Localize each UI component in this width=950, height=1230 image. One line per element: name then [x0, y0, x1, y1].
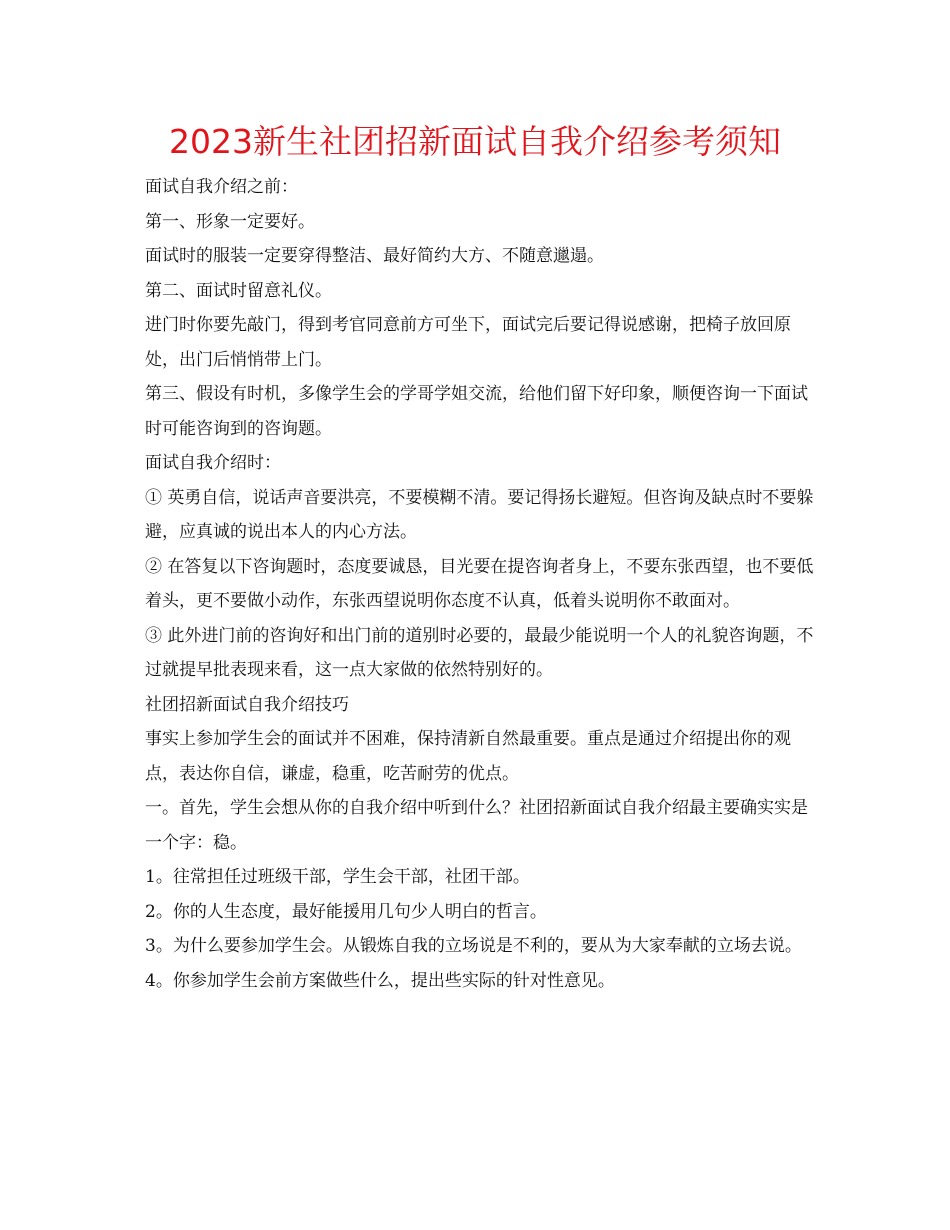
paragraph: ③ 此外进门前的咨询好和出门前的道别时必要的，最最少能说明一个人的礼貌咨询题，不过就提早批表现来看，这一点大家做的依然特别好的。	[145, 625, 814, 680]
paragraph: 进门时你要先敲门，得到考官同意前方可坐下，面试完后要记得说感谢，把椅子放回原处，出门后悄悄带上门。	[145, 315, 791, 370]
paragraph: 面试自我介绍之前：	[145, 177, 298, 197]
paragraph: 一。首先，学生会想从你的自我介绍中听到什么？社团招新面试自我介绍最主要确实实是一个字：稳。	[145, 798, 808, 853]
section-heading: 社团招新面试自我介绍技巧	[145, 694, 349, 715]
list-item: 3。为什么要参加学生会。从锻炼自我的立场说是不利的，要从为大家奉献的立场去说。	[145, 936, 802, 956]
list-item: 1。往常担任过班级干部，学生会干部，社团干部。	[145, 867, 530, 887]
paragraph: ① 英勇自信，说话声音要洪亮，不要模糊不清。要记得扬长避短。但咨询及缺点时不要躲避，应真诚的说出本人的内心方法。	[145, 487, 814, 542]
paragraph: 第一、形象一定要好。	[145, 211, 315, 232]
document-title: 2023新生社团招新面试自我介绍参考须知	[169, 122, 781, 161]
paragraph: ② 在答复以下咨询题时，态度要诚恳，目光要在提咨询者身上，不要东张西望，也不要低着头，更不要做小动作，东张西望说明你态度不认真，低着头说明你不敢面对。	[145, 556, 814, 611]
paragraph: 第三、假设有时机，多像学生会的学哥学姐交流，给他们留下好印象，顺便咨询一下面试时可能咨询到的咨询题。	[145, 384, 808, 439]
paragraph: 第二、面试时留意礼仪。	[145, 280, 332, 301]
list-item: 2。你的人生态度，最好能援用几句少人明白的哲言。	[145, 901, 547, 922]
paragraph: 事实上参加学生会的面试并不困难，保持清新自然最重要。重点是通过介绍提出你的观点，表达你自信，谦虚，稳重，吃苦耐劳的优点。	[145, 729, 791, 784]
list-item: 4。你参加学生会前方案做些什么，提出些实际的针对性意见。	[145, 970, 615, 991]
document-body	[145, 170, 815, 998]
paragraph: 面试时的服装一定要穿得整洁、最好简约大方、不随意邋遢。	[145, 246, 604, 266]
paragraph: 面试自我介绍时：	[145, 453, 281, 473]
